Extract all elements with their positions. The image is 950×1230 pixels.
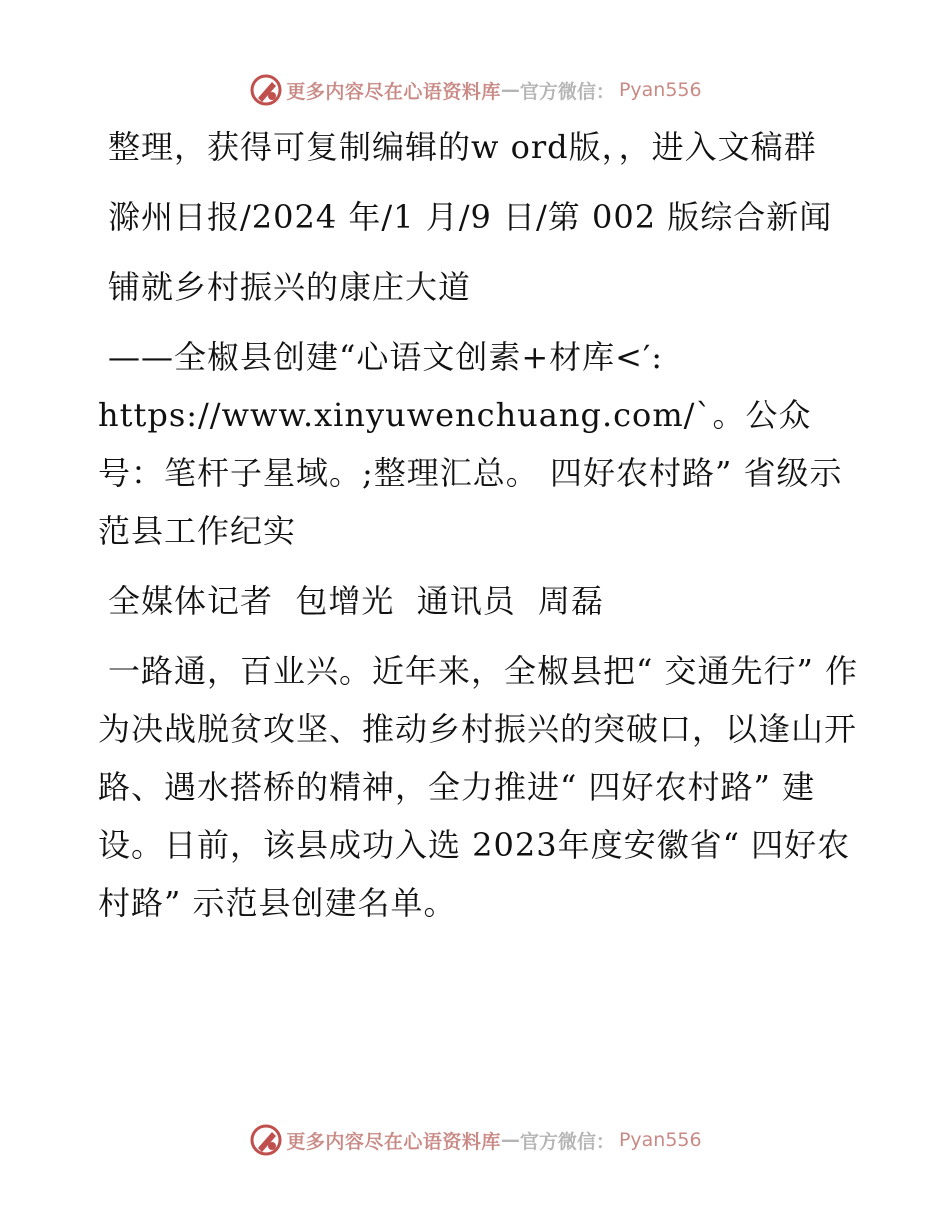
watermark-id: Pyan556 bbox=[618, 1129, 702, 1151]
article-subtitle-cont: https://www.xinyuwenchuang.com/`。公众号：笔杆子星域。;整理汇总。 四好农村路” 省级示范县工作纪实 bbox=[98, 396, 843, 550]
paragraph-source: 滁州日报/2024 年/1 月/9 日/第 002 版综合新闻 bbox=[108, 198, 833, 236]
header-watermark bbox=[0, 70, 950, 110]
article-subtitle-start: ——全椒县创建“心语文创素+材库<′: bbox=[108, 338, 664, 376]
pen-logo-icon bbox=[248, 1122, 284, 1158]
watermark-label: 官方微信： bbox=[519, 80, 615, 103]
watermark-main-text: 更多内容尽在心语资料库 bbox=[286, 80, 501, 103]
watermark-id: Pyan556 bbox=[618, 79, 702, 101]
pen-logo-icon bbox=[248, 72, 284, 108]
watermark-dash: — bbox=[500, 79, 520, 101]
footer-watermark bbox=[0, 1120, 950, 1160]
watermark-label: 官方微信： bbox=[519, 1130, 615, 1153]
paragraph-body: 一路通，百业兴。近年来，全椒县把“ 交通先行” 作为决战脱贫攻坚、推动乡村振兴的突破口，以逢山开路、遇水搭桥的精神，全力推进“ 四好农村路” 建设。日前，该县成功入选 2023年度安徽省“ 四好农村路” 示范县创建名单。 bbox=[98, 652, 859, 922]
paragraph-intro: 整理，获得可复制编辑的w ord版，，进入文稿群 bbox=[108, 128, 817, 166]
watermark-dash: — bbox=[500, 1129, 520, 1151]
article-title: 铺就乡村振兴的康庄大道 bbox=[108, 268, 472, 306]
document-body bbox=[98, 118, 868, 944]
watermark-main-text: 更多内容尽在心语资料库 bbox=[286, 1130, 501, 1153]
byline: 全媒体记者 包增光 通讯员 周磊 bbox=[108, 582, 605, 620]
